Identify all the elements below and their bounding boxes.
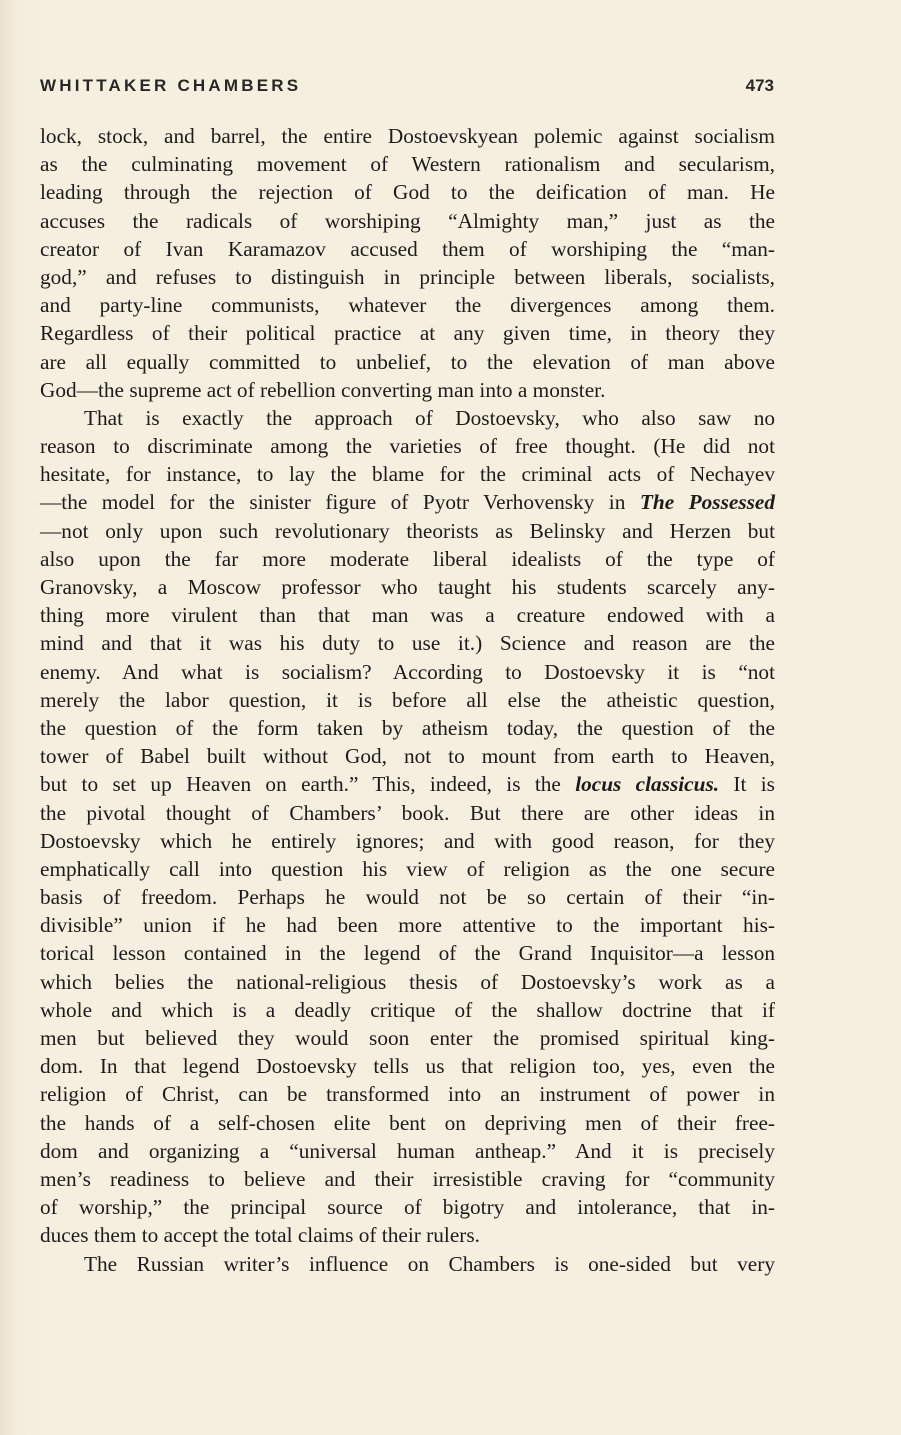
text-line: men but believed they would soon enter the promised spiritual king- <box>40 1026 775 1050</box>
text-line: duces them to accept the total claims of their rulers. <box>40 1223 480 1248</box>
text-line: Regardless of their political practice at any given time, in theory they <box>40 321 775 346</box>
text-line: as the culminating movement of Western rationalism and secularism, <box>40 152 775 177</box>
text-line <box>40 488 775 516</box>
text-run: but to set up Heaven on earth.” This, indeed, is the <box>40 772 576 797</box>
text-line: hesitate, for instance, to lay the blame for the criminal acts of Nechayev <box>40 462 775 487</box>
text-line: God—the supreme act of rebellion converting man into a monster. <box>40 377 606 402</box>
text-line: dom. In that legend Dostoevsky tells us that religion too, yes, even the <box>40 1054 775 1079</box>
text-line: The Russian writer’s influence on Chambers is one-sided but very <box>84 1251 775 1276</box>
text-line: Dostoevsky which he entirely ignores; and with good reason, for they <box>40 828 775 853</box>
text-line: torical lesson contained in the legend of the Grand Inquisitor—a lesson <box>40 941 775 966</box>
text-line: religion of Christ, can be transformed into an instrument of power in <box>40 1082 775 1107</box>
text-line: reason to discriminate among the varieties of free thought. (He did not <box>40 434 775 459</box>
text-line: divisible” union if he had been more attentive to the important his- <box>40 913 775 938</box>
text-line: accuses the radicals of worshiping “Almighty man,” just as the <box>40 208 775 233</box>
text-line: merely the labor question, it is before all else the atheistic question, <box>40 687 775 712</box>
text-run: —the model for the sinister figure of Pyotr Verhovensky in <box>40 490 640 515</box>
text-line: and party-line communists, whatever the divergences among them. <box>40 293 775 318</box>
text-line: the hands of a self-chosen elite bent on depriving men of their free- <box>40 1110 775 1135</box>
text-line: whole and which is a deadly critique of the shallow doctrine that if <box>40 997 775 1022</box>
text-line: emphatically call into question his view of religion as the one secure <box>40 856 775 881</box>
paragraph <box>40 1250 775 1278</box>
text-line: god,” and refuses to distinguish in principle between liberals, socialists, <box>40 264 775 289</box>
paragraph <box>40 404 775 1250</box>
text-line: mind and that it was his duty to use it.) Science and reason are the <box>40 631 775 656</box>
text-line <box>40 770 775 798</box>
text-line: leading through the rejection of God to the deification of man. He <box>40 180 775 205</box>
italic-title: The Possessed <box>639 490 775 515</box>
text-line: of worship,” the principal source of bigotry and intolerance, that in- <box>40 1195 775 1220</box>
running-title: WHITTAKER CHAMBERS <box>40 76 302 95</box>
text-line: the pivotal thought of Chambers’ book. But there are other ideas in <box>40 800 775 825</box>
paragraph <box>40 122 775 404</box>
text-line: tower of Babel built without God, not to mount from earth to Heaven, <box>40 744 775 769</box>
text-line: creator of Ivan Karamazov accused them of worshiping the “man- <box>40 236 775 261</box>
text-line: dom and organizing a “universal human antheap.” And it is precisely <box>40 1138 775 1163</box>
text-line: That is exactly the approach of Dostoevsky, who also saw no <box>84 405 775 430</box>
italic-title: locus classicus. <box>575 772 720 797</box>
text-line: which belies the national-religious thesis of Dostoevsky’s work as a <box>40 969 775 994</box>
text-line: the question of the form taken by atheism today, the question of the <box>40 715 775 740</box>
text-line: basis of freedom. Perhaps he would not be so certain of their “in- <box>40 885 775 910</box>
body-text <box>40 122 775 1278</box>
text-run: It is <box>719 772 775 797</box>
running-head <box>40 76 774 100</box>
text-line: also upon the far more moderate liberal idealists of the type of <box>40 546 775 571</box>
text-line: Granovsky, a Moscow professor who taught his students scarcely any- <box>40 575 775 599</box>
page-number: 473 <box>745 76 774 95</box>
text-line: are all equally committed to unbelief, to the elevation of man above <box>40 349 775 374</box>
text-line: lock, stock, and barrel, the entire Dostoevskyean polemic against socialism <box>40 124 775 148</box>
text-line: —not only upon such revolutionary theorists as Belinsky and Herzen but <box>40 518 775 543</box>
text-line: enemy. And what is socialism? According to Dostoevsky it is “not <box>40 659 775 684</box>
text-line: men’s readiness to believe and their irresistible craving for “community <box>40 1166 775 1191</box>
text-line: thing more virulent than that man was a creature endowed with a <box>40 603 775 628</box>
